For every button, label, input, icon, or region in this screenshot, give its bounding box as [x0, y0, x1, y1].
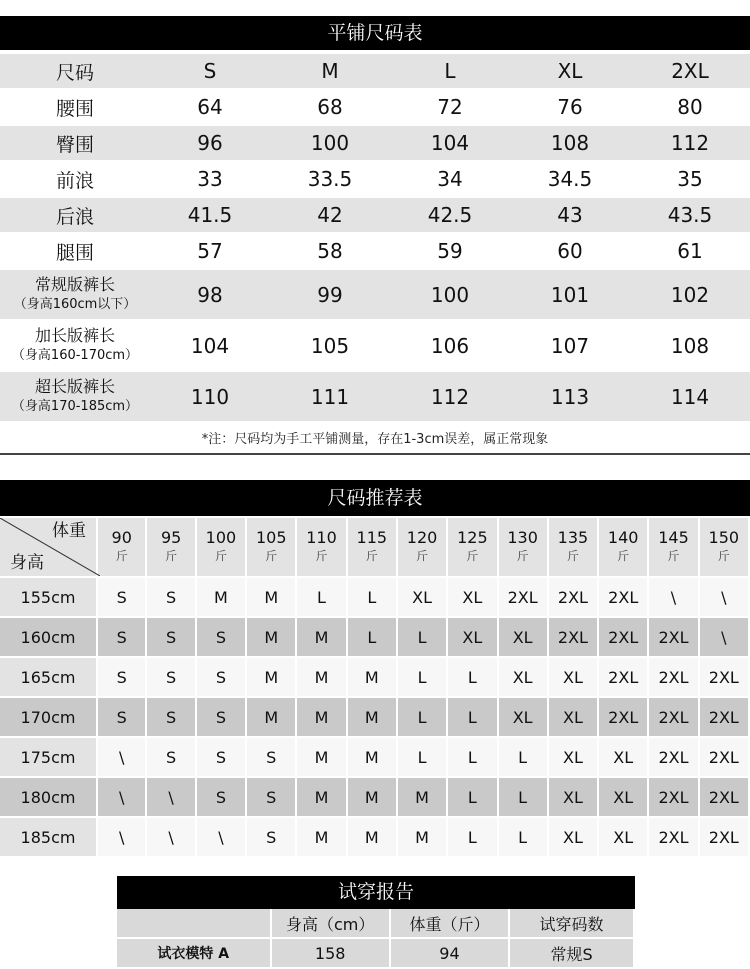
cell: 42 — [270, 196, 390, 232]
size-cell: L — [398, 658, 448, 698]
size-cell: M — [297, 698, 347, 738]
size-cell: 2XL — [599, 658, 649, 698]
size-cell: S — [98, 618, 147, 658]
weight-header — [197, 518, 247, 578]
height-label: 180cm — [0, 778, 98, 818]
cell: 76 — [510, 88, 630, 124]
cell: 98 — [150, 268, 270, 319]
cell: 113 — [510, 370, 630, 421]
size-cell: M — [348, 778, 398, 818]
table-row — [0, 88, 750, 124]
cell: 96 — [150, 124, 270, 160]
size-cell: 2XL — [599, 618, 649, 658]
length-sublabel: （身高160cm以下） — [13, 296, 137, 312]
size-cell: L — [499, 818, 549, 858]
size-cell: S — [197, 618, 247, 658]
cell: 107 — [510, 319, 630, 370]
cell: 43 — [510, 196, 630, 232]
fitting-header-row — [117, 909, 635, 939]
size-cell: 2XL — [700, 658, 750, 698]
size-table — [0, 52, 750, 421]
length-label: 加长版裤长 — [34, 325, 115, 345]
weight-value: 100 — [205, 528, 237, 547]
size-cell: 2XL — [599, 698, 649, 738]
size-cell: L — [448, 698, 498, 738]
cell: 80 — [630, 88, 750, 124]
height-label: 170cm — [0, 698, 98, 738]
size-cell: M — [297, 778, 347, 818]
row-label: 腰围 — [0, 88, 150, 124]
size-cell: L — [398, 618, 448, 658]
size-cell: L — [398, 738, 448, 778]
size-cell: XL — [448, 578, 498, 618]
weight-header — [98, 518, 147, 578]
size-cell: S — [147, 578, 196, 618]
section-divider — [0, 453, 750, 455]
cell: 60 — [510, 232, 630, 268]
size-header-label: 尺码 — [0, 52, 150, 88]
weight-unit: 斤 — [617, 549, 630, 563]
cell: 33.5 — [270, 160, 390, 196]
weight-value: 125 — [457, 528, 488, 547]
size-cell: L — [499, 778, 549, 818]
size-cell: XL — [499, 698, 549, 738]
table-row — [0, 578, 750, 618]
size-cell: M — [297, 658, 347, 698]
weight-header — [398, 518, 448, 578]
weight-value: 120 — [406, 528, 438, 547]
weight-value: 110 — [306, 528, 337, 547]
cell: 42.5 — [390, 196, 510, 232]
height-label: 185cm — [0, 818, 98, 858]
size-cell: L — [348, 578, 398, 618]
corner-cell — [0, 518, 98, 578]
size-cell: S — [147, 698, 196, 738]
fitting-report-title: 试穿报告 — [117, 876, 635, 909]
weight-header — [649, 518, 699, 578]
length-label: 常规版裤长 — [34, 274, 115, 294]
height-label: 175cm — [0, 738, 98, 778]
size-cell: XL — [599, 818, 649, 858]
size-cell: XL — [549, 658, 599, 698]
cell: 61 — [630, 232, 750, 268]
size-cell: XL — [398, 578, 448, 618]
recommend-table — [0, 518, 750, 858]
size-cell: 2XL — [649, 658, 699, 698]
cell: 100 — [270, 124, 390, 160]
cell: 64 — [150, 88, 270, 124]
cell: 112 — [630, 124, 750, 160]
size-cell: 2XL — [649, 698, 699, 738]
fitting-header — [117, 909, 272, 939]
size-cell: M — [348, 818, 398, 858]
size-cell: L — [297, 578, 347, 618]
row-label: 后浪 — [0, 196, 150, 232]
cell: 41.5 — [150, 196, 270, 232]
size-cell: S — [197, 698, 247, 738]
weight-unit: 斤 — [416, 549, 429, 563]
weight-unit: 斤 — [566, 549, 579, 563]
size-cell: M — [398, 818, 448, 858]
cell: 106 — [390, 319, 510, 370]
cell: 114 — [630, 370, 750, 421]
size-cell: M — [348, 658, 398, 698]
row-label: 臀围 — [0, 124, 150, 160]
size-cell: M — [297, 818, 347, 858]
size-cell: \ — [98, 778, 147, 818]
table-row — [0, 818, 750, 858]
measurement-note: *注：尺码均为手工平铺测量，存在1-3cm误差，属正常现象 — [201, 432, 549, 447]
weight-unit: 斤 — [265, 549, 278, 563]
size-cell: S — [197, 658, 247, 698]
weight-header — [247, 518, 297, 578]
size-cell: XL — [549, 778, 599, 818]
row-label: 腿围 — [0, 232, 150, 268]
size-cell: M — [247, 658, 297, 698]
cell: 58 — [270, 232, 390, 268]
table-row — [0, 738, 750, 778]
size-header: XL — [510, 52, 630, 88]
model-name: 试衣模特 A — [117, 939, 272, 969]
cell: 102 — [630, 268, 750, 319]
weight-header-row — [0, 518, 750, 578]
table-row — [0, 618, 750, 658]
cell: 59 — [390, 232, 510, 268]
recommend-table-title: 尺码推荐表 — [0, 480, 750, 516]
table-row — [0, 370, 750, 421]
size-cell: S — [98, 658, 147, 698]
size-cell: XL — [599, 778, 649, 818]
table-row — [0, 778, 750, 818]
size-cell: S — [147, 618, 196, 658]
size-cell: M — [297, 738, 347, 778]
size-cell: 2XL — [599, 578, 649, 618]
weight-value: 130 — [507, 528, 538, 547]
model-height: 158 — [272, 939, 391, 969]
size-header: S — [150, 52, 270, 88]
table-row — [0, 319, 750, 370]
size-cell: \ — [98, 738, 147, 778]
size-cell: L — [499, 738, 549, 778]
height-label: 165cm — [0, 658, 98, 698]
size-header: 2XL — [630, 52, 750, 88]
cell: 104 — [390, 124, 510, 160]
cell: 57 — [150, 232, 270, 268]
fitting-report-table — [117, 909, 635, 969]
cell: 100 — [390, 268, 510, 319]
table-row — [0, 698, 750, 738]
size-cell: L — [448, 818, 498, 858]
weight-unit: 斤 — [365, 549, 378, 563]
length-sublabel: （身高160-170cm） — [11, 347, 139, 363]
size-cell: S — [147, 738, 196, 778]
weight-value: 115 — [356, 528, 388, 547]
size-table-title: 平铺尺码表 — [0, 16, 750, 50]
corner-weight-label: 体重 — [52, 521, 87, 541]
size-cell: 2XL — [549, 578, 599, 618]
weight-value: 95 — [160, 528, 182, 547]
size-cell: 2XL — [700, 818, 750, 858]
cell: 72 — [390, 88, 510, 124]
table-row — [0, 124, 750, 160]
row-label — [0, 370, 150, 421]
size-cell: XL — [599, 738, 649, 778]
table-row — [0, 160, 750, 196]
fitting-header: 体重（斤） — [391, 909, 510, 939]
weight-unit: 斤 — [516, 549, 529, 563]
weight-unit: 斤 — [466, 549, 479, 563]
cell: 33 — [150, 160, 270, 196]
size-cell: L — [448, 778, 498, 818]
weight-header — [448, 518, 498, 578]
length-sublabel: （身高170-185cm） — [11, 398, 139, 414]
size-cell: XL — [549, 818, 599, 858]
size-cell: L — [448, 658, 498, 698]
size-cell: M — [348, 738, 398, 778]
size-cell: M — [247, 698, 297, 738]
weight-value: 145 — [658, 528, 689, 547]
weight-header — [549, 518, 599, 578]
table-row — [0, 658, 750, 698]
size-cell: XL — [549, 738, 599, 778]
row-label — [0, 268, 150, 319]
table-row — [0, 268, 750, 319]
size-cell: S — [98, 698, 147, 738]
weight-header — [499, 518, 549, 578]
row-label — [0, 319, 150, 370]
size-cell: XL — [499, 658, 549, 698]
size-cell: \ — [700, 578, 750, 618]
fitting-header: 试穿码数 — [510, 909, 635, 939]
weight-value: 90 — [111, 528, 132, 547]
corner-height-label: 身高 — [10, 553, 44, 573]
weight-unit: 斤 — [717, 549, 730, 563]
cell: 34.5 — [510, 160, 630, 196]
size-cell: 2XL — [649, 778, 699, 818]
size-cell: S — [197, 778, 247, 818]
cell: 105 — [270, 319, 390, 370]
size-header: M — [270, 52, 390, 88]
size-cell: 2XL — [549, 618, 599, 658]
weight-header — [348, 518, 398, 578]
size-cell: M — [398, 778, 448, 818]
size-cell: 2XL — [700, 778, 750, 818]
weight-unit: 斤 — [214, 549, 227, 563]
size-cell: \ — [700, 618, 750, 658]
size-cell: L — [348, 618, 398, 658]
row-label: 前浪 — [0, 160, 150, 196]
height-label: 155cm — [0, 578, 98, 618]
size-cell: \ — [147, 818, 196, 858]
size-cell: M — [197, 578, 247, 618]
size-cell: S — [98, 578, 147, 618]
size-cell: \ — [147, 778, 196, 818]
size-cell: XL — [549, 698, 599, 738]
size-cell: \ — [98, 818, 147, 858]
weight-unit: 斤 — [165, 549, 178, 563]
size-cell: 2XL — [700, 698, 750, 738]
model-weight: 94 — [391, 939, 510, 969]
fitting-row — [117, 939, 635, 969]
weight-value: 135 — [557, 528, 589, 547]
size-cell: M — [348, 698, 398, 738]
cell: 101 — [510, 268, 630, 319]
weight-header — [599, 518, 649, 578]
cell: 108 — [630, 319, 750, 370]
size-cell: S — [247, 738, 297, 778]
weight-unit: 斤 — [115, 549, 128, 563]
size-cell: \ — [649, 578, 699, 618]
table-row — [0, 196, 750, 232]
weight-unit: 斤 — [315, 549, 328, 563]
cell: 104 — [150, 319, 270, 370]
size-cell: L — [448, 738, 498, 778]
size-cell: 2XL — [649, 818, 699, 858]
cell: 34 — [390, 160, 510, 196]
fitting-header: 身高（cm） — [272, 909, 391, 939]
size-table-header-row — [0, 52, 750, 88]
weight-unit: 斤 — [667, 549, 680, 563]
size-cell: S — [197, 738, 247, 778]
cell: 108 — [510, 124, 630, 160]
size-cell: M — [297, 618, 347, 658]
size-cell: L — [398, 698, 448, 738]
cell: 112 — [390, 370, 510, 421]
weight-value: 150 — [708, 528, 740, 547]
size-cell: XL — [448, 618, 498, 658]
size-cell: XL — [499, 618, 549, 658]
model-size: 常规S — [510, 939, 635, 969]
size-cell: S — [247, 818, 297, 858]
cell: 43.5 — [630, 196, 750, 232]
table-row — [0, 232, 750, 268]
weight-value: 140 — [607, 528, 639, 547]
height-label: 160cm — [0, 618, 98, 658]
size-cell: 2XL — [700, 738, 750, 778]
size-cell: S — [247, 778, 297, 818]
length-label: 超长版裤长 — [34, 376, 115, 396]
size-cell: M — [247, 618, 297, 658]
size-cell: 2XL — [649, 738, 699, 778]
weight-value: 105 — [255, 528, 287, 547]
weight-header — [700, 518, 750, 578]
cell: 68 — [270, 88, 390, 124]
weight-header — [147, 518, 196, 578]
cell: 35 — [630, 160, 750, 196]
weight-header — [297, 518, 347, 578]
size-header: L — [390, 52, 510, 88]
size-cell: S — [147, 658, 196, 698]
size-cell: \ — [197, 818, 247, 858]
cell: 99 — [270, 268, 390, 319]
cell: 111 — [270, 370, 390, 421]
cell: 110 — [150, 370, 270, 421]
size-cell: 2XL — [649, 618, 699, 658]
size-cell: 2XL — [499, 578, 549, 618]
size-cell: M — [247, 578, 297, 618]
